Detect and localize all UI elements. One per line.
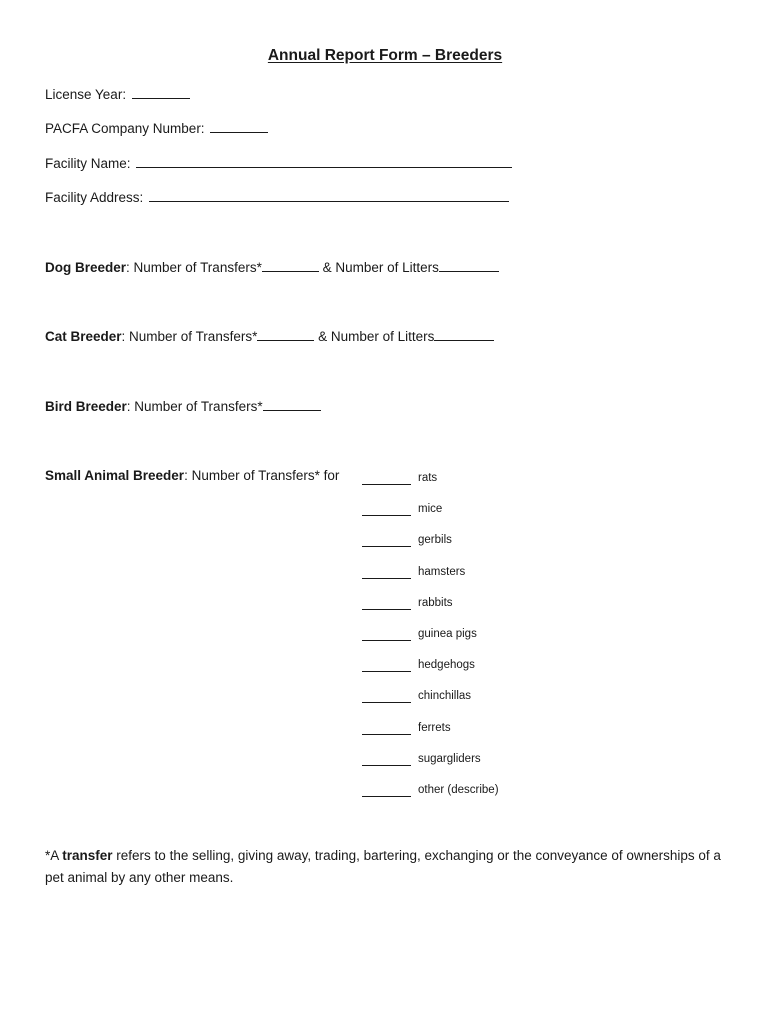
- small-animal-label: hedgehogs: [418, 659, 475, 671]
- cat-transfers-text: : Number of Transfers*: [121, 329, 258, 344]
- small-animal-field[interactable]: [362, 577, 411, 579]
- small-animal-label: chinchillas: [418, 690, 472, 702]
- transfer-footnote: [45, 845, 735, 889]
- small-animal-breeder-row: [45, 467, 339, 485]
- cat-litters-field[interactable]: [434, 328, 494, 341]
- small-animal-breeder-label: Small Animal Breeder: [45, 468, 185, 483]
- small-animal-field[interactable]: [362, 795, 411, 797]
- small-animal-label: rabbits: [418, 597, 453, 609]
- dog-transfers-text: : Number of Transfers*: [126, 260, 262, 275]
- cat-litters-text: & Number of Litters: [314, 329, 435, 344]
- small-animal-field[interactable]: [362, 483, 411, 485]
- small-animal-label: hamsters: [418, 566, 466, 578]
- form-title: Annual Report Form – Breeders: [267, 47, 503, 64]
- small-animal-field[interactable]: [362, 545, 411, 547]
- pacfa-number-field[interactable]: [210, 120, 268, 133]
- bird-transfers-text: : Number of Transfers*: [126, 399, 263, 414]
- license-year-field[interactable]: [132, 86, 190, 99]
- small-animal-field[interactable]: [362, 514, 411, 516]
- pacfa-number-row: [45, 120, 270, 138]
- license-year-label: License Year:: [45, 87, 127, 102]
- cat-breeder-row: [45, 328, 494, 346]
- small-animal-transfers-text: : Number of Transfers* for: [184, 468, 340, 483]
- dog-transfers-field[interactable]: [262, 259, 319, 272]
- small-animal-field[interactable]: [362, 764, 411, 766]
- small-animal-field[interactable]: [362, 608, 411, 610]
- footnote-text: refers to the selling, giving away, trading, bartering, exchanging or the conveyance of ownerships of a pet animal by any other means.: [45, 848, 721, 885]
- small-animal-label: guinea pigs: [418, 628, 477, 640]
- cat-breeder-label: Cat Breeder: [45, 329, 122, 344]
- facility-name-label: Facility Name:: [45, 156, 131, 171]
- dog-breeder-label: Dog Breeder: [45, 260, 127, 275]
- small-animal-label: mice: [418, 503, 443, 515]
- bird-breeder-label: Bird Breeder: [45, 399, 127, 414]
- facility-address-label: Facility Address:: [45, 190, 144, 205]
- small-animal-field[interactable]: [362, 733, 411, 735]
- small-animal-field[interactable]: [362, 670, 411, 672]
- small-animal-field[interactable]: [362, 639, 411, 641]
- facility-address-field[interactable]: [149, 189, 509, 202]
- small-animal-label: ferrets: [418, 722, 451, 734]
- facility-name-field[interactable]: [136, 155, 512, 168]
- dog-litters-text: & Number of Litters: [318, 260, 439, 275]
- small-animal-label: gerbils: [418, 534, 452, 546]
- footnote-prefix: *A: [45, 848, 63, 863]
- dog-breeder-row: [45, 259, 499, 277]
- small-animal-label: sugargliders: [418, 753, 481, 765]
- bird-transfers-field[interactable]: [263, 398, 321, 411]
- bird-breeder-row: [45, 398, 321, 416]
- dog-litters-field[interactable]: [439, 259, 499, 272]
- small-animal-label: rats: [418, 472, 438, 484]
- facility-address-row: [45, 189, 511, 207]
- cat-transfers-field[interactable]: [257, 328, 314, 341]
- pacfa-number-label: PACFA Company Number:: [45, 121, 205, 136]
- license-year-row: [45, 86, 192, 104]
- small-animal-label: other (describe): [418, 784, 499, 796]
- facility-name-row: [45, 155, 514, 173]
- footnote-bold-term: transfer: [62, 848, 113, 863]
- small-animal-field[interactable]: [362, 701, 411, 703]
